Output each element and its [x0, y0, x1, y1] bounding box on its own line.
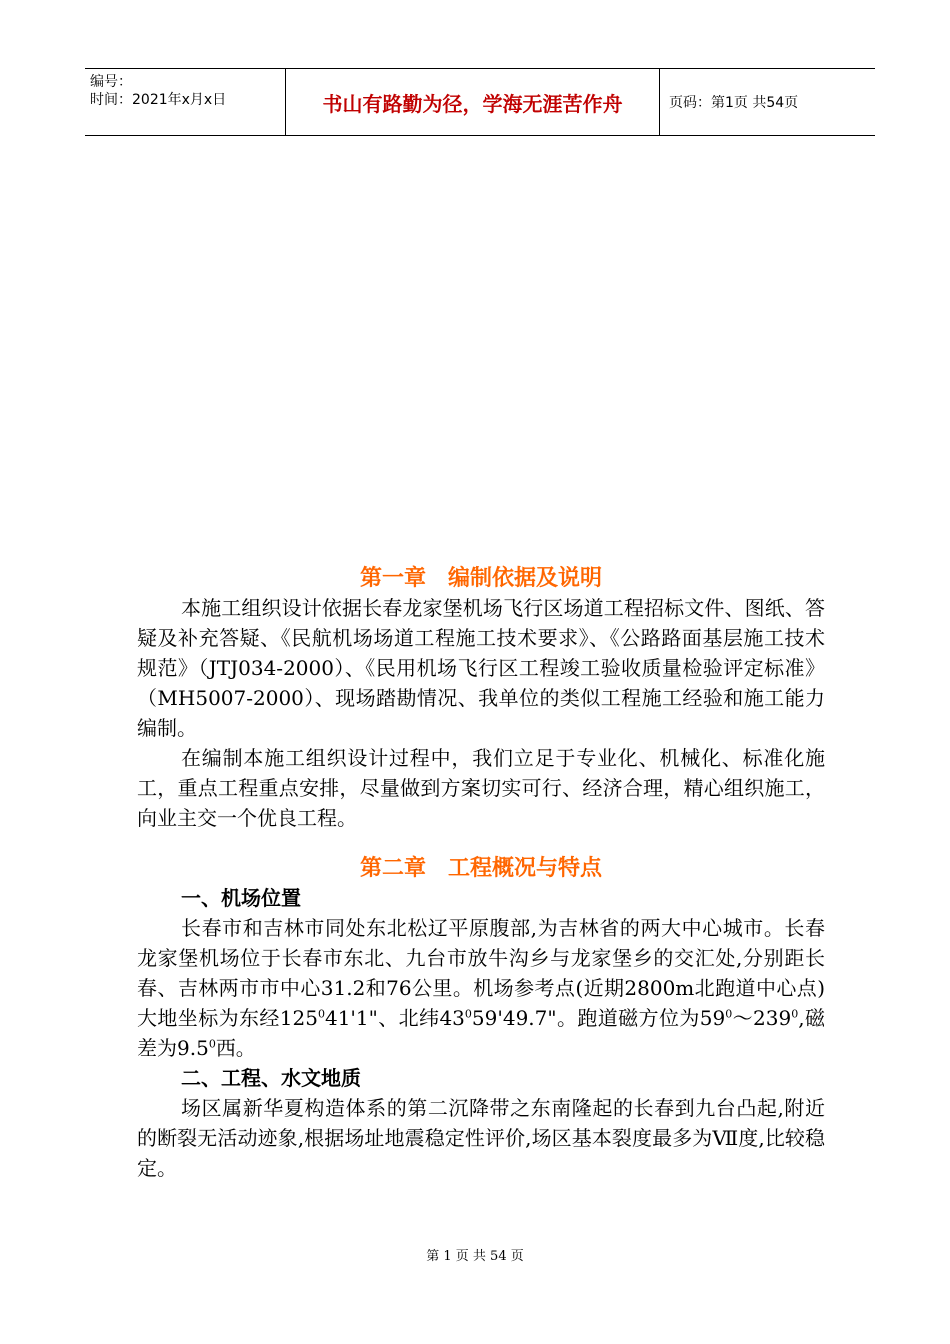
number-label: 编号： — [90, 74, 132, 90]
document-body — [137, 563, 825, 1183]
chapter1-paragraph-1: 本施工组织设计依据长春龙家堡机场飞行区场道工程招标文件、图纸、答疑及补充答疑、《民航机场场道工程施工技术要求》、《公路路面基层施工技术规范》（JTJ034-2000）、《民用机场飞行区工程竣工验收质量检验评定标准》（MH5007-2000）、现场踏勘情况、我单位的类似工程施工经验和施工能力编制。 — [137, 596, 825, 740]
section1-paragraph: 长春市和吉林市同处东北松辽平原腹部,为吉林省的两大中心城市。长春龙家堡机场位于长春市东北、九台市放牛沟乡与龙家堡乡的交汇处,分别距长春、吉林两市市中心31.2和76公里。机场参考点(近期2800m北跑道中心点)大地坐标为东经$125^041'1$"、北纬$43^059'49.7$"。跑道磁方位为$59^0\sim 239^0$,磁差为$9.5^0$西。 — [137, 916, 825, 1060]
chapter1-paragraph-2: 在编制本施工组织设计过程中，我们立足于专业化、机械化、标准化施工，重点工程重点安排，尽量做到方案切实可行、经济合理，精心组织施工，向业主交一个优良工程。 — [137, 746, 825, 830]
header-meta — [85, 69, 286, 135]
page-header — [85, 68, 875, 136]
header-motto: 书山有路勤为径，学海无涯苦作舟 — [286, 69, 660, 135]
header-page-info: 页码：第1页 共54页 — [669, 95, 799, 111]
section2-paragraph: 场区属新华夏构造体系的第二沉降带之东南隆起的长春到九台凸起,附近的断裂无活动迹象,根据场址地震稳定性评价,场区基本裂度最多为Ⅶ度,比较稳定。 — [137, 1096, 825, 1180]
time-label: 时间：2021年x月x日 — [90, 92, 227, 108]
section2-title: 二、工程、水文地质 — [181, 1066, 361, 1090]
chapter1-title: 第一章 编制依据及说明 — [359, 565, 602, 591]
section1-title: 一、机场位置 — [181, 886, 301, 910]
page-footer: 第 1 页 共 54 页 — [426, 1249, 524, 1264]
chapter2-title: 第二章 工程概况与特点 — [359, 855, 602, 881]
